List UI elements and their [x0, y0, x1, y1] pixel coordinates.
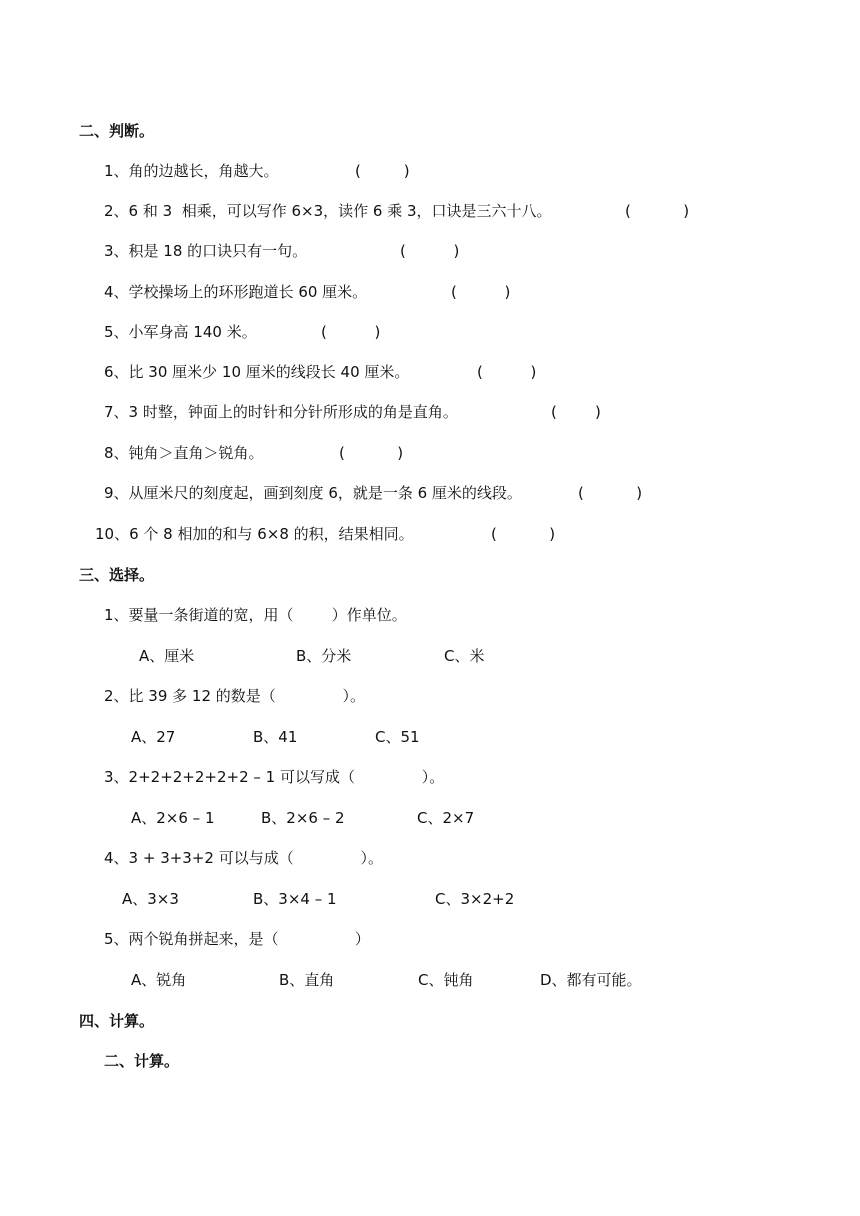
choice-option[interactable]: B、直角: [279, 971, 335, 989]
choice-option[interactable]: A、锐角: [131, 971, 187, 989]
answer-blank-8[interactable]: ( ): [339, 444, 404, 462]
choice-option[interactable]: C、米: [444, 647, 485, 665]
judgement-item-9: 9、从厘米尺的刻度起，画到刻度 6，就是一条 6 厘米的线段。: [104, 484, 522, 502]
choice-option[interactable]: B、分米: [296, 647, 352, 665]
choice-question-1: 1、要量一条街道的宽，用（ ）作单位。: [104, 606, 407, 624]
choice-option[interactable]: B、41: [253, 728, 298, 746]
choice-question-3: 3、2+2+2+2+2+2 – 1 可以写成（ ）。: [104, 768, 445, 786]
judgement-item-8: 8、钝角＞直角＞锐角。: [104, 444, 264, 462]
answer-blank-3[interactable]: ( ): [400, 242, 460, 260]
judgement-item-1: 1、角的边越长，角越大。: [104, 162, 279, 180]
answer-blank-2[interactable]: ( ): [625, 202, 690, 220]
choice-option[interactable]: A、3×3: [122, 890, 179, 908]
choice-option[interactable]: C、51: [375, 728, 420, 746]
choice-option[interactable]: C、3×2+2: [435, 890, 515, 908]
answer-blank-4[interactable]: ( ): [451, 283, 511, 301]
choice-option[interactable]: A、27: [131, 728, 176, 746]
choice-option[interactable]: A、厘米: [139, 647, 195, 665]
judgement-item-3: 3、积是 18 的口诀只有一句。: [104, 242, 308, 260]
answer-blank-5[interactable]: ( ): [321, 323, 381, 341]
choice-question-4: 4、3 + 3+3+2 可以与成（ ）。: [104, 849, 383, 867]
section-title-judgement: 二、判断。: [79, 122, 155, 140]
section-title-calculation: 四、计算。: [79, 1012, 155, 1030]
answer-blank-10[interactable]: ( ): [491, 525, 556, 543]
answer-blank-6[interactable]: ( ): [477, 363, 537, 381]
choice-option[interactable]: C、2×7: [417, 809, 475, 827]
choice-option[interactable]: B、2×6 – 2: [261, 809, 345, 827]
answer-blank-1[interactable]: ( ): [355, 162, 410, 180]
answer-blank-9[interactable]: ( ): [578, 484, 643, 502]
judgement-item-6: 6、比 30 厘米少 10 厘米的线段长 40 厘米。: [104, 363, 410, 381]
section-title-choice: 三、选择。: [79, 566, 155, 584]
choice-option[interactable]: D、都有可能。: [540, 971, 642, 989]
judgement-item-5: 5、小军身高 140 米。: [104, 323, 257, 341]
choice-question-5: 5、两个锐角拼起来，是（ ）: [104, 930, 370, 948]
answer-blank-7[interactable]: ( ): [551, 403, 601, 421]
choice-option[interactable]: C、钝角: [418, 971, 474, 989]
judgement-item-4: 4、学校操场上的环形跑道长 60 厘米。: [104, 283, 368, 301]
judgement-item-10: 10、6 个 8 相加的和与 6×8 的积，结果相同。: [95, 525, 414, 543]
choice-option[interactable]: B、3×4 – 1: [253, 890, 337, 908]
choice-question-2: 2、比 39 多 12 的数是（ ）。: [104, 687, 366, 705]
judgement-item-2: 2、6 和 3 相乘，可以写作 6×3，读作 6 乘 3，口诀是三六十八。: [104, 202, 552, 220]
choice-option[interactable]: A、2×6 – 1: [131, 809, 215, 827]
subsection-title-calculation: 二、计算。: [104, 1052, 180, 1070]
judgement-item-7: 7、3 时整，钟面上的时针和分针所形成的角是直角。: [104, 403, 458, 421]
